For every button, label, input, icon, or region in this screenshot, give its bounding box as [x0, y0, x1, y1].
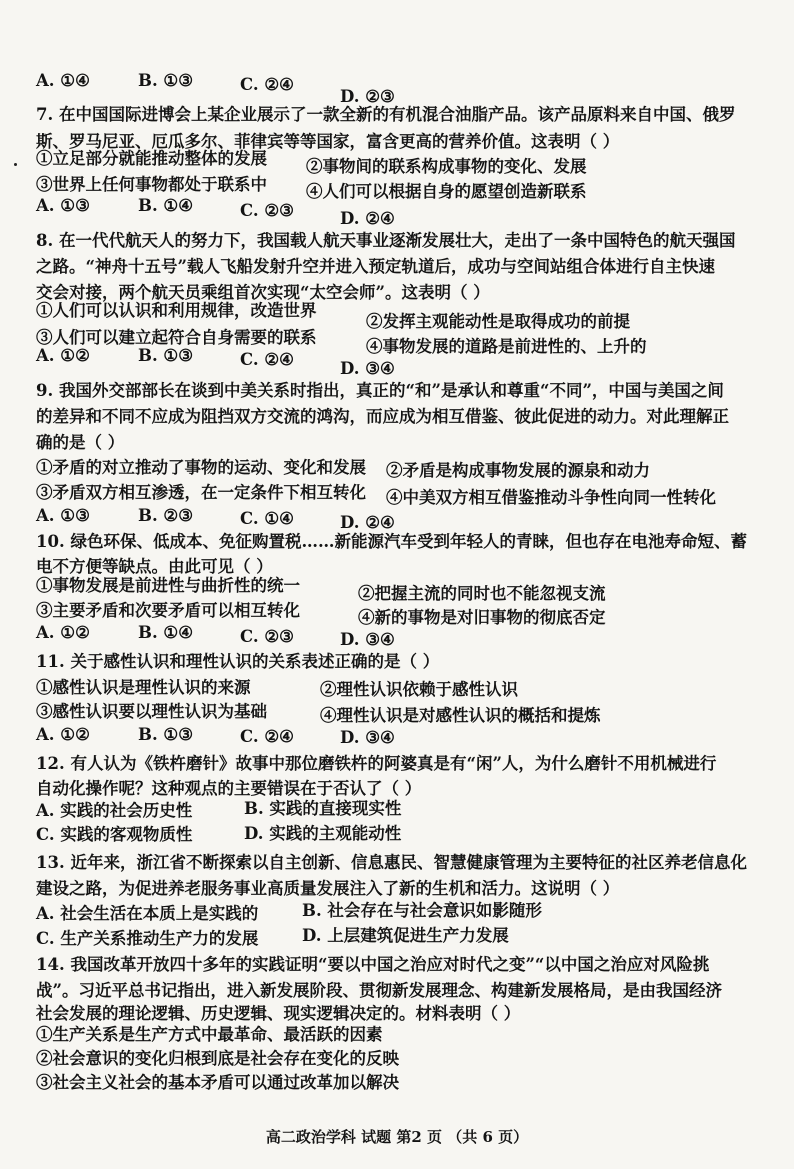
q8-choice-b: B. ①③ [138, 346, 194, 365]
q8-option-3: ③人们可以建立起符合自身需要的联系 [36, 328, 317, 347]
q13-stem-line2: 建设之路，为促进养老服务事业高质量发展注入了新的生机和活力。这说明（ ） [36, 879, 620, 898]
q13-stem-line1: 13. 近年来，浙江省不断探索以自主创新、信息惠民、智慧健康管理为主要特征的社区养老信息化 [36, 853, 747, 872]
q10-choice-c: C. ②③ [240, 627, 294, 646]
q9-choice-c: C. ①④ [240, 509, 294, 528]
q8-option-2: ②发挥主观能动性是取得成功的前提 [366, 312, 630, 331]
q14-stem-line1: 14. 我国改革开放四十多年的实践证明“要以中国之治应对时代之变”“以中国之治应对风险挑 [36, 955, 710, 974]
q8-choice-c: C. ②④ [240, 350, 294, 369]
q12-choice-d: D. 实践的主观能动性 [244, 824, 402, 843]
q7-choice-d: D. ②④ [340, 209, 395, 228]
q8-stem-line2: 之路。“神舟十五号”载人飞船发射升空并进入预定轨道后，成功与空间站组合体进行自主快速 [36, 257, 715, 276]
q7-stem-line2: 斯、罗马尼亚、厄瓜多尔、菲律宾等等国家，富含更高的营养价值。这表明（ ） [36, 132, 620, 151]
q11-option-1: ①感性认识是理性认识的来源 [36, 678, 251, 697]
q9-option-4: ④中美双方相互借鉴推动斗争性向同一性转化 [386, 488, 716, 507]
q9-stem-line3: 确的是（ ） [36, 433, 125, 452]
q13-choice-b: B. 社会存在与社会意识如影随形 [302, 901, 542, 920]
q7-choice-b: B. ①④ [138, 196, 194, 215]
q12-stem-line2: 自动化操作呢？这种观点的主要错误在于否认了（ ） [36, 779, 422, 798]
q7-choice-a: A. ①③ [36, 196, 90, 215]
q10-option-3: ③主要矛盾和次要矛盾可以相互转化 [36, 601, 300, 620]
q7-option-1: ①立足部分就能推动整体的发展 [36, 149, 267, 168]
q7-choice-c: C. ②③ [240, 201, 294, 220]
option-b: B. ①③ [138, 71, 194, 90]
scan-speck [14, 163, 17, 166]
q8-option-1: ①人们可以认识和利用规律，改造世界 [36, 301, 317, 320]
q12-choice-c: C. 实践的客观物质性 [36, 825, 193, 844]
q14-option-3: ③社会主义社会的基本矛盾可以通过改革加以解决 [36, 1073, 399, 1092]
q11-option-4: ④理性认识是对感性认识的概括和提炼 [320, 706, 601, 725]
q10-stem-line2: 电不方便等缺点。由此可见（ ） [36, 557, 273, 576]
q14-option-1: ①生产关系是生产方式中最革命、最活跃的因素 [36, 1025, 383, 1044]
page-footer: 高二政治学科 试题 第2 页 （共 6 页） [265, 1128, 529, 1146]
q13-choice-a: A. 社会生活在本质上是实践的 [36, 904, 259, 923]
q11-option-3: ③感性认识要以理性认识为基础 [36, 702, 267, 721]
q10-option-2: ②把握主流的同时也不能忽视支流 [358, 584, 606, 603]
q10-option-4: ④新的事物是对旧事物的彻底否定 [358, 608, 606, 627]
q8-stem-line1: 8. 在一代代航天人的努力下，我国载人航天事业逐渐发展壮大，走出了一条中国特色的航天强国 [36, 231, 736, 250]
q12-stem-line1: 12. 有人认为《铁杵磨针》故事中那位磨铁杵的阿婆真是有“闲”人，为什么磨针不用机械进行 [36, 754, 717, 773]
option-d: D. ②③ [340, 87, 395, 106]
q11-stem-line1: 11. 关于感性认识和理性认识的关系表述正确的是（ ） [36, 652, 440, 671]
q13-choice-c: C. 生产关系推动生产力的发展 [36, 929, 259, 948]
q9-choice-b: B. ②③ [138, 506, 194, 525]
q9-choice-d: D. ②④ [340, 513, 395, 532]
option-c: C. ②④ [240, 75, 294, 94]
q12-choice-a: A. 实践的社会历史性 [36, 801, 193, 820]
q7-stem-line1: 7. 在中国国际进博会上某企业展示了一款全新的有机混合油脂产品。该产品原料来自中国、俄罗 [36, 105, 736, 124]
q9-option-1: ①矛盾的对立推动了事物的运动、变化和发展 [36, 458, 366, 477]
q14-stem-line3: 社会发展的理论逻辑、历史逻辑、现实逻辑决定的。材料表明（ ） [36, 1004, 521, 1023]
q9-option-2: ②矛盾是构成事物发展的源泉和动力 [386, 461, 650, 480]
q11-choice-b: B. ①③ [138, 725, 194, 744]
q8-option-4: ④事物发展的道路是前进性的、上升的 [366, 337, 647, 356]
q8-choice-a: A. ①② [36, 346, 90, 365]
q10-option-1: ①事物发展是前进性与曲折性的统一 [36, 576, 300, 595]
q11-choice-a: A. ①② [36, 725, 90, 744]
q10-choice-d: D. ③④ [340, 630, 395, 649]
q14-stem-line2: 战”。习近平总书记指出，进入新发展阶段、贯彻新发展理念、构建新发展格局，是由我国经济 [36, 981, 722, 1000]
q10-choice-b: B. ①④ [138, 623, 194, 642]
q9-stem-line1: 9. 我国外交部部长在谈到中美关系时指出，真正的“和”是承认和尊重“不同”，中国与美国之间 [36, 381, 724, 400]
q10-stem-line1: 10. 绿色环保、低成本、免征购置税……新能源汽车受到年轻人的青睐，但也存在电池寿命短、蓄 [36, 532, 747, 551]
q11-option-2: ②理性认识依赖于感性认识 [320, 680, 518, 699]
q11-choice-c: C. ②④ [240, 727, 294, 746]
q8-choice-d: D. ③④ [340, 359, 395, 378]
q7-option-3: ③世界上任何事物都处于联系中 [36, 175, 267, 194]
option-a: A. ①④ [36, 71, 90, 90]
q13-choice-d: D. 上层建筑促进生产力发展 [302, 926, 509, 945]
q9-choice-a: A. ①③ [36, 506, 90, 525]
q14-option-2: ②社会意识的变化归根到底是社会存在变化的反映 [36, 1049, 399, 1068]
q11-choice-d: D. ③④ [340, 728, 395, 747]
q8-stem-line3: 交会对接，两个航天员乘组首次实现“太空会师”。这表明（ ） [36, 283, 490, 302]
q7-option-4: ④人们可以根据自身的愿望创造新联系 [306, 182, 587, 201]
q12-choice-b: B. 实践的直接现实性 [244, 799, 402, 818]
q10-choice-a: A. ①② [36, 623, 90, 642]
q7-option-2: ②事物间的联系构成事物的变化、发展 [306, 157, 587, 176]
q9-stem-line2: 的差异和不同不应成为阻挡双方交流的鸿沟，而应成为相互借鉴、彼此促进的动力。对此理解正 [36, 407, 729, 426]
q9-option-3: ③矛盾双方相互渗透，在一定条件下相互转化 [36, 483, 366, 502]
